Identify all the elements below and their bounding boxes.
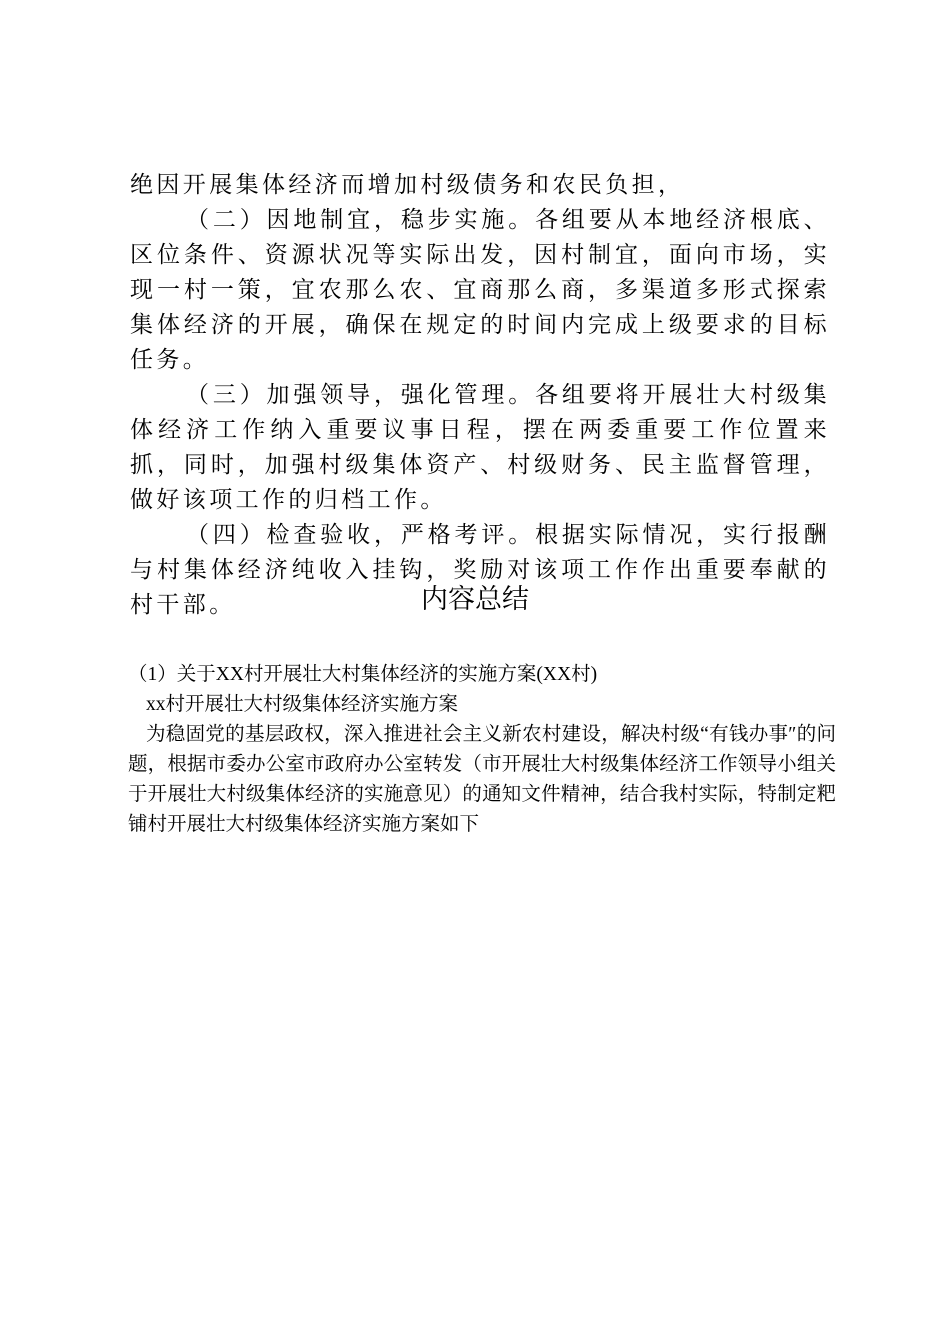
summary-item-2: xx村开展壮大村级集体经济实施方案 xyxy=(146,694,459,715)
body-text xyxy=(130,168,830,623)
summary-heading: 内容总结 xyxy=(421,584,529,615)
paragraph-section-2: （二）因地制宜，稳步实施。各组要从本地经济根底、区位条件、资源状况等实际出发，因村制宜，面向市场，实现一村一策，宜农那么农、宜商那么商，多渠道多形式探索集体经济的开展，确保在规定的时间内完成上级要求的目标任务。 xyxy=(130,207,830,373)
summary-item-1: （1）关于XX村开展壮大村集体经济的实施方案(XX村) xyxy=(128,664,598,685)
paragraph-section-4: （四）检查验收，严格考评。根据实际情况，实行报酬与村集体经济纯收入挂钩，奖励对该项工作作出重要奉献的村干部。 xyxy=(130,522,830,618)
summary-block xyxy=(128,660,836,840)
paragraph-continuation: 绝因开展集体经济而增加村级债务和农民负担， xyxy=(130,172,685,198)
paragraph-section-3: （三）加强领导，强化管理。各组要将开展壮大村级集体经济工作纳入重要议事日程，摆在两委重要工作位置来抓，同时，加强村级集体资产、村级财务、民主监督管理，做好该项工作的归档工作。 xyxy=(130,382,830,513)
summary-item-3: 为稳固党的基层政权，深入推进社会主义新农村建设，解决村级“有钱办事″的问题，根据市委办公室市政府办公室转发（市开展壮大村级集体经济工作领导小组关于开展壮大村级集体经济的实施意见）的通知文件精神，结合我村实际，特制定粑铺村开展壮大村级集体经济实施方案如下 xyxy=(128,724,836,835)
